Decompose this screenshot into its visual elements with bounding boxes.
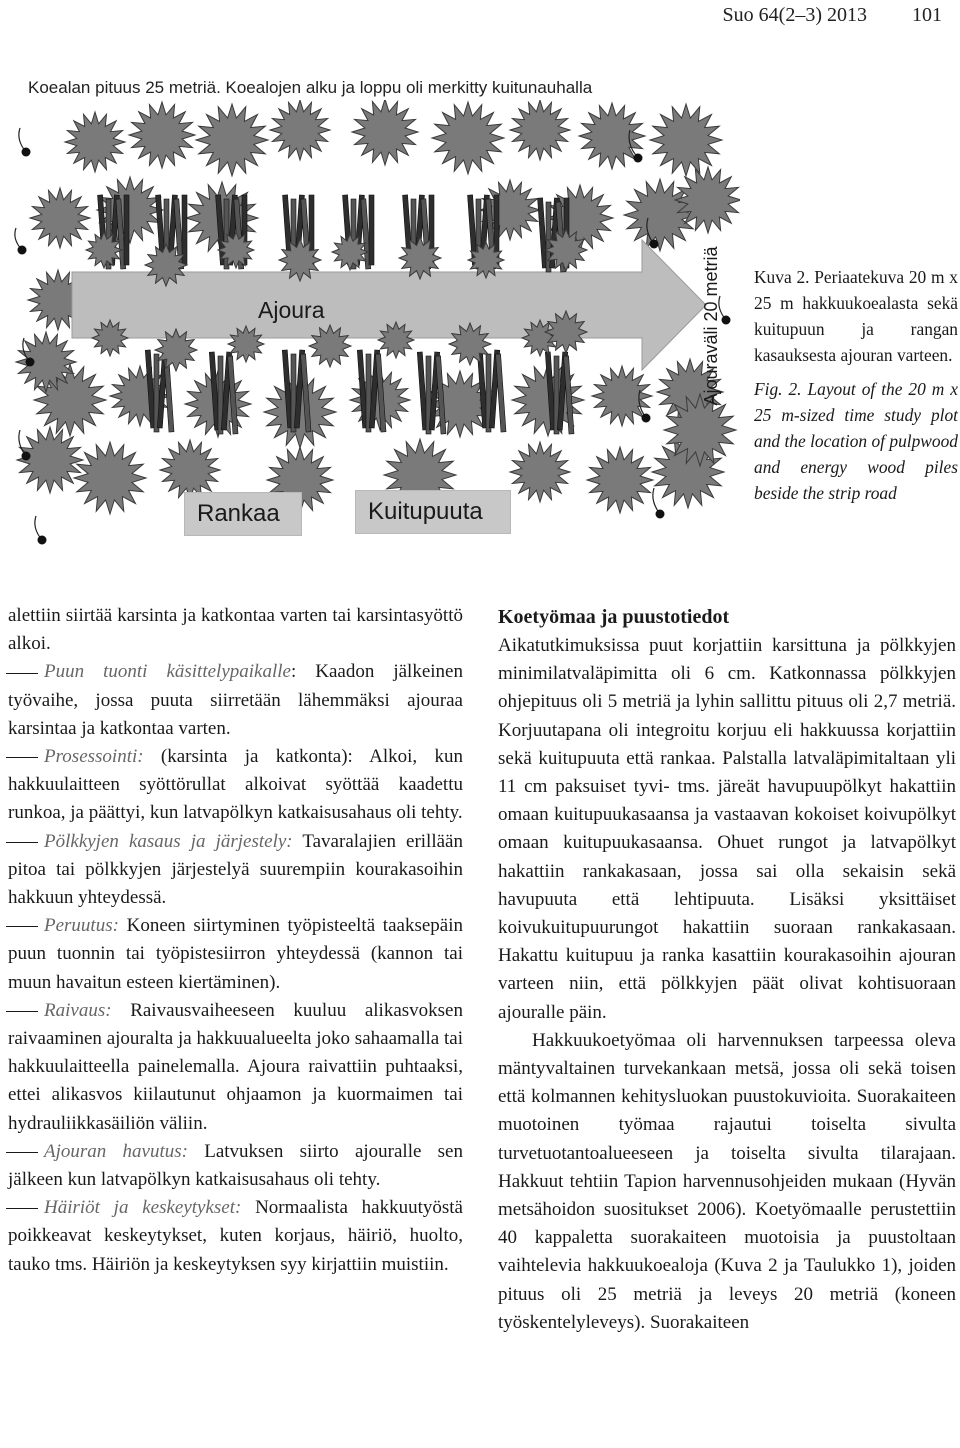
definition-text: (karsinta ja katkonta): Alkoi, kun hakkuulaitteen syöttörullat alkoivat syöttää kaadettu runkoa, ja päättyi, kun latvapölkyn katkaisusahaus oli tehty.: [8, 746, 463, 824]
left-column: [8, 602, 463, 1279]
tree-crown-icon: [510, 442, 570, 502]
em-dash: [6, 673, 38, 674]
log-pile-bolt: [496, 354, 506, 432]
definition-text: Tavaralajien erillään pitoa tai pölkkyjen järjestelyä suurempiin kourakasoihin hakkuun yhteydessä.: [8, 830, 463, 909]
definition-item: [8, 828, 463, 913]
tree-crown-icon: [270, 100, 330, 160]
tree-crown-icon: [510, 100, 570, 160]
stake-marker-icon: [634, 154, 643, 163]
tree-crown-icon: [74, 442, 146, 514]
pulpwood-label: Kuitupuuta: [355, 490, 511, 534]
log-pile-bolt: [369, 195, 374, 265]
em-dash: [6, 926, 38, 927]
page-number: 101: [912, 4, 942, 26]
definition-text: Raivausvaiheeseen kuuluu alikasvoksen raivaaminen ajouralta ja hakkuualueelta joko sahaamalla tai hakkuulaitteella painelemalla. Ajoura raivattiin puhtaaksi, ettei alikasvos kiilautunut ohjaamon ja kuormaimen tai hydrauliikkasäiliön väliin.: [8, 999, 463, 1134]
definition-term: Häiriöt ja keskeytykset:: [44, 1197, 242, 1219]
definition-item: [8, 997, 463, 1138]
stake-marker-icon: [642, 414, 651, 423]
body-paragraph: Aikatutkimuksissa puut korjattiin karsittuna ja pölkkyjen minimilatvaläpimitta oli 6 cm. Katkonnassa pölkkyjen ohjepituus oli 5 metriä ja lyhin sallittu pituus oli 2,7 metriä. Korjuutapana oli integroitu korjuu eli hakkuussa korjattiin sekä kuitupuuta että rankaa. Palstalla latvaläpimitaltaan yli 11 cm paksuiset tyvi- tms. järeät havupuupölkyt hakattiin omaan kuitupuukasaansa ja vastaavan kokoiset koivupölkyt omaan kuitupuukasaansa. Ohuet rungot ja latvapölkyt hakattiin rankakasaan, jossa sai olla sekaisin sekä havupuuta että lehtipuuta. Lisäksi yksittäiset koivukuitupuurungot hakattiin suoraan rankakasaan. Hakattu kuitupuu ja ranka kasattiin kourakasoihin ajouran varteen niin, että pölkkyjen päät olivat kohtisuoraan ajouralle päin.: [498, 635, 956, 1023]
definition-term: Ajouran havutus:: [44, 1140, 188, 1162]
stake-marker-icon: [26, 358, 35, 367]
definition-term: Prosessointi:: [44, 746, 144, 768]
definition-text: Latvuksen siirto ajouralle sen jälkeen kun latvapölkyn katkaisusahaus oli tehty.: [8, 1140, 463, 1191]
definition-term: Pölkkyjen kasaus ja järjestely:: [44, 830, 293, 852]
log-pile-bolt: [124, 195, 129, 265]
stake-marker-icon: [650, 240, 659, 249]
figure-plot-layout: [0, 100, 740, 570]
definition-term: Puun tuonti käsittelypaikalle: [44, 661, 291, 683]
tree-crown-icon: [196, 104, 268, 176]
definition-item: [8, 1194, 463, 1279]
definition-term: Raivaus:: [44, 999, 112, 1021]
tree-crown-icon: [65, 112, 125, 172]
figure-note: Koealan pituus 25 metriä. Koealojen alku ja loppu oli merkitty kuitunauhalla: [28, 78, 593, 97]
em-dash: [6, 842, 38, 843]
right-column: [498, 602, 956, 1337]
journal-reference: Suo 64(2–3) 2013: [722, 4, 867, 26]
section-heading: Koetyömaa ja puustotiedot: [498, 606, 730, 628]
stake-marker-icon: [656, 510, 665, 519]
tree-crown-icon: [129, 102, 195, 168]
tree-crown-icon: [160, 440, 220, 500]
stake-marker-icon: [22, 452, 31, 461]
definition-item: [8, 658, 463, 743]
stake-marker-icon: [38, 536, 47, 545]
figure-caption: [754, 264, 958, 506]
definition-item: [8, 743, 463, 828]
tree-crown-icon: [352, 100, 418, 165]
em-dash: [6, 1011, 38, 1012]
definition-item: [8, 1138, 463, 1194]
em-dash: [6, 1208, 38, 1209]
em-dash: [6, 1152, 38, 1153]
stake-marker-icon: [18, 246, 27, 255]
tree-crown-icon: [332, 234, 368, 270]
definition-text: : Kaadon jälkeinen työvaihe, jossa puuta siirretään lähemmäksi ajouraa karsintaa ja katkontaa varten.: [8, 661, 463, 739]
tree-crown-icon: [587, 447, 653, 513]
paragraph-continued: alettiin siirtää karsinta ja katkontaa varten tai karsintasyöttö alkoi.: [8, 605, 463, 655]
definition-text: Koneen siirtyminen työpisteeltä taaksepäin puun tuonnin tai työpistesiirron yhteydessä (kannon tai muun havaitun esteen kiertäminen).: [8, 915, 463, 993]
strip-road-label: Ajoura: [258, 297, 325, 323]
tree-crown-icon: [30, 188, 90, 248]
definition-item: [8, 912, 463, 997]
caption-english: Fig. 2. Layout of the 20 m x 25 m-sized time study plot and the location of pulpwood and energy wood piles beside the strip road: [754, 379, 958, 503]
tree-crown-icon: [650, 104, 722, 176]
stake-marker-icon: [22, 148, 31, 157]
definition-text: Normaalista hakkuutyöstä poikkeavat keskeytykset, kuten korjaus, häiriö, huolto, tauko tms. Häiriön ja keskeytyksen syy kirjattiin muistiin.: [8, 1197, 463, 1275]
tree-crown-icon: [432, 102, 504, 174]
running-head: [723, 0, 942, 30]
caption-finnish: Kuva 2. Periaatekuva 20 m x 25 m hakkuukoealasta sekä kuitupuun ja rangan kasauksesta ajouran varteen.: [754, 267, 958, 365]
definition-term: Peruutus:: [44, 915, 119, 937]
body-paragraph: Hakkuukoetyömaa oli harvennuksen tarpeessa oleva mäntyvaltainen turvekankaan metsä, jossa oli sekä toisen että kolmannen kehitysluokan puustokuvioita. Suorakaiteen muotoinen työmaa rajautui toiselta sivulta turvetuotantoalueeseen ja toiselta sivulta tilarajaan. Hakkuut tehtiin Tapion harvennusohjeiden mukaan (Hyvän metsähoidon suositukset 2006). Koetyömaalle perustettiin 40 kappaletta suorakaiteen muotoisia ja puustoltaan vaihtelevia hakkuukoealoja (Kuva 2 ja Taulukko 1), joiden pituus oli 25 metriä ja leveys 20 metriä (koneen työskentelyleveys). Suorakaiteen: [498, 1029, 956, 1333]
tree-crown-icon: [16, 332, 76, 392]
energy-wood-label: Rankaa: [184, 492, 302, 536]
strip-road-spacing-label: Ajouraväli 20 metriä: [701, 246, 721, 406]
em-dash: [6, 757, 38, 758]
